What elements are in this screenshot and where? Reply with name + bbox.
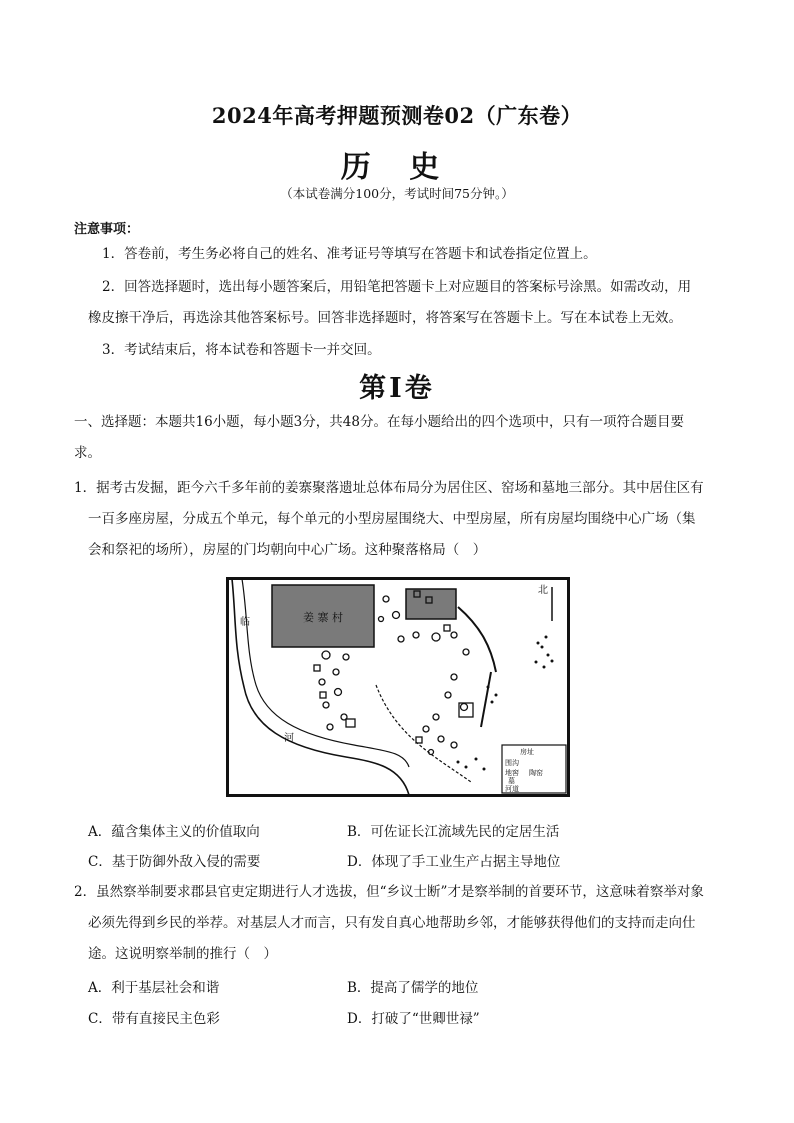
exam-meta: （本试卷满分100分，考试时间75分钟。） [280,186,514,201]
legend-house: 房址 [520,748,534,756]
q2-option-c: C．带有直接民主色彩 [88,1011,220,1027]
volume-title: 第Ⅰ卷 [359,373,435,404]
q1-option-c: C．基于防御外敌入侵的需要 [88,854,261,870]
notice-item-2-cont: 橡皮擦干净后，再选涂其他答案标号。回答非选择题时，将答案写在答题卡上。写在本试卷上无效。 [88,310,682,326]
legend-grave: 墓 [508,777,515,785]
question-1-line-2: 一百多座房屋，分成五个单元，每个单元的小型房屋围绕大、中型房屋，所有房屋均围绕中心广场（集 [88,511,696,527]
map-figure [226,577,570,797]
question-2-line-1: 2．虽然察举制要求郡县官吏定期进行人才选拔，但“乡议士断”才是察举制的首要环节，这意味着察举对象 [74,884,704,900]
legend-ditch: 围沟 [505,759,519,767]
q2-option-b: B．提高了儒学的地位 [347,980,479,996]
exam-title: 2024年高考押题预测卷02（广东卷） [211,103,583,128]
notice-heading: 注意事项： [74,222,140,237]
q1-option-a: A．蕴含集体主义的价值取向 [88,824,260,840]
section-instructions: 一、选择题：本题共16小题，每小题3分，共48分。在每小题给出的四个选项中，只有一项符合题目要 [74,414,684,430]
north-label: 北 [538,585,548,596]
question-1-line-3: 会和祭祀的场所），房屋的门均朝向中心广场。这种聚落格局（ ） [88,542,487,558]
village-label: 姜 寨 村 [303,611,343,624]
q2-option-d: D．打破了“世卿世禄” [347,1011,480,1027]
legend-moat: 河道 [505,785,519,793]
legend-kiln: 陶窑 [529,769,543,777]
river-label-a: 临 [240,617,250,628]
question-2-line-3: 途。这说明察举制的推行（ ） [88,946,277,962]
notice-item-3: 3．考试结束后，将本试卷和答题卡一并交回。 [102,342,381,358]
legend-cellar: 地窖 [505,769,519,777]
notice-item-2: 2．回答选择题时，选出每小题答案后，用铅笔把答题卡上对应题目的答案标号涂黑。如需改动，用 [102,279,692,295]
subject-title: 历 史 [340,150,454,185]
section-instructions-cont: 求。 [74,445,101,461]
notice-item-1: 1．答卷前，考生务必将自己的姓名、准考证号等填写在答题卡和试卷指定位置上。 [102,246,597,262]
q1-option-b: B．可佐证长江流域先民的定居生活 [347,824,560,840]
q2-option-a: A．利于基层社会和谐 [88,980,220,996]
question-1-line-1: 1．据考古发掘，距今六千多年前的姜寨聚落遗址总体布局分为居住区、窑场和墓地三部分。其中居住区有 [74,480,704,496]
river-label-b: 河 [284,733,294,744]
jiangzhai-site-map [226,577,570,797]
q1-option-d: D．体现了手工业生产占据主导地位 [347,854,561,870]
question-2-line-2: 必须先得到乡民的举荐。对基层人才而言，只有发自真心地帮助乡邻，才能够获得他们的支持而走向仕 [88,915,696,931]
